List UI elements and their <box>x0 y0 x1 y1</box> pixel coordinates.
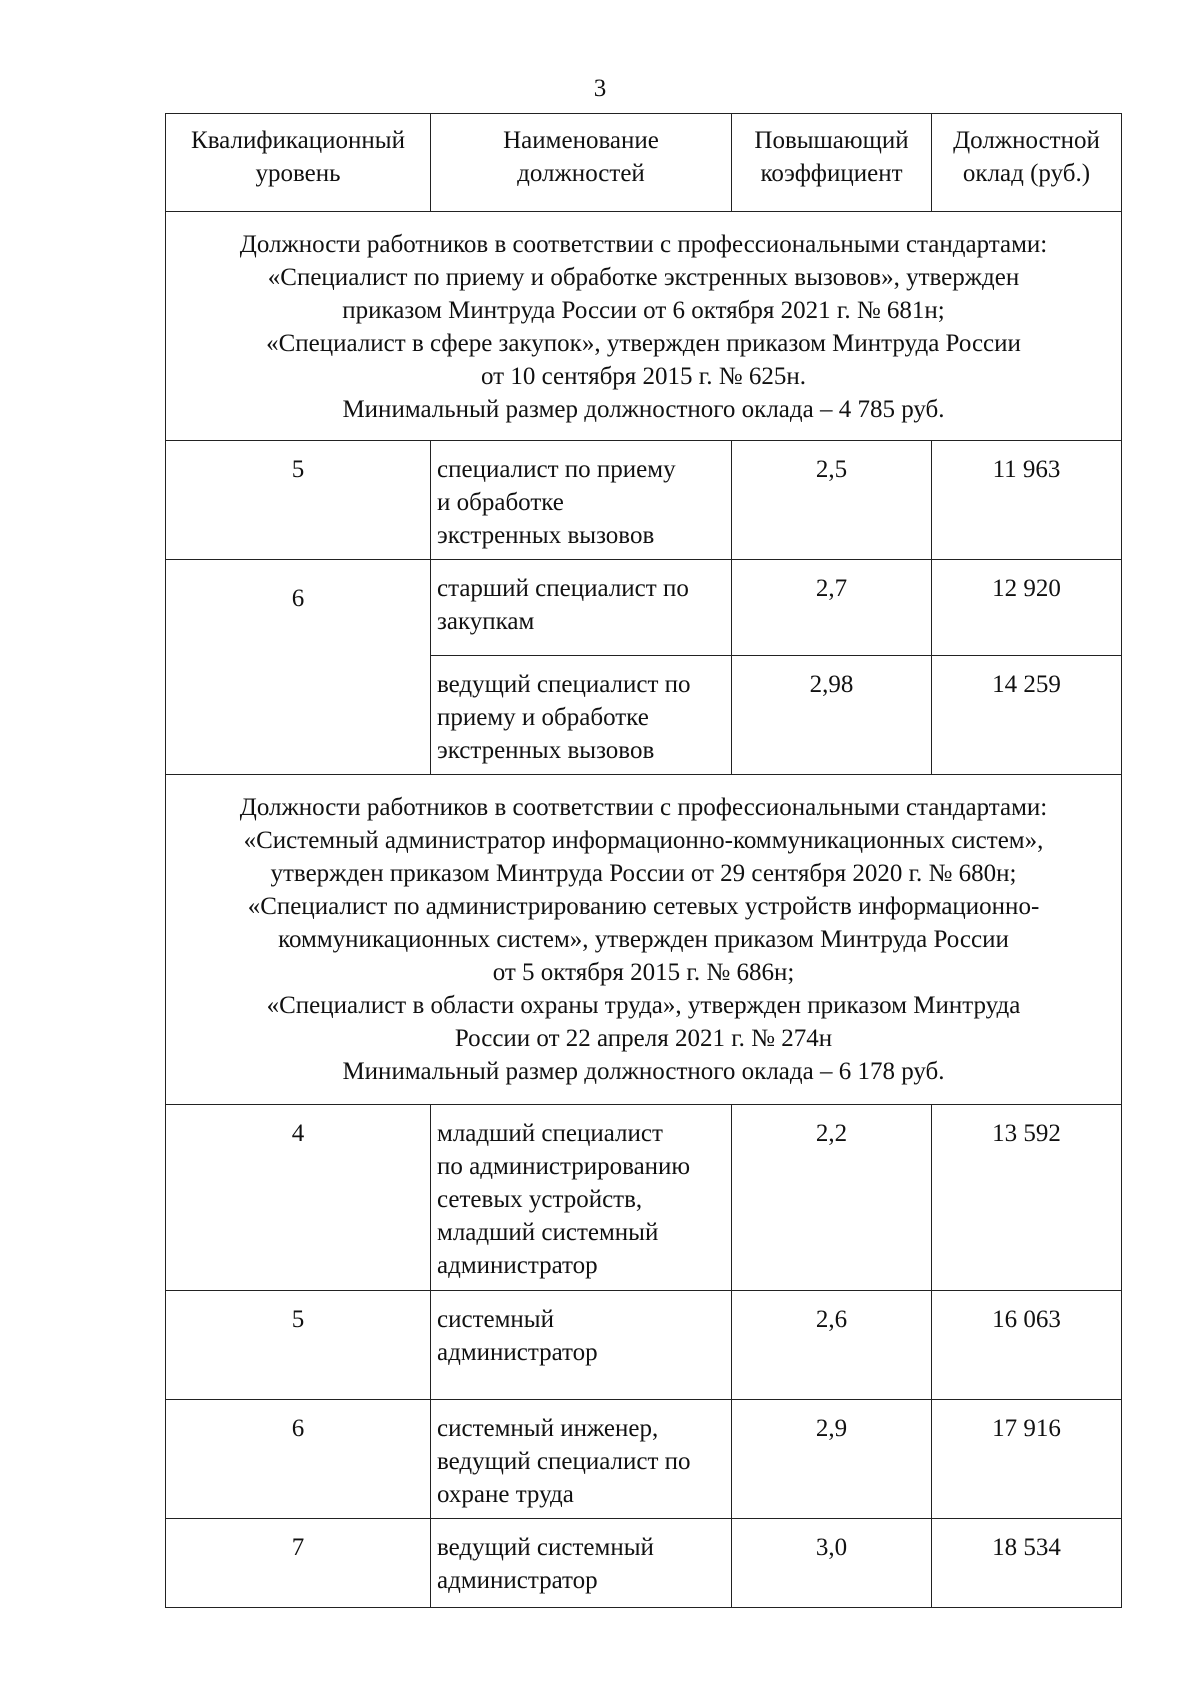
table-row <box>166 1291 1122 1400</box>
salary-table <box>165 113 1122 1608</box>
position-name-line: специалист по приему <box>437 456 676 483</box>
position-name-line: и обработке <box>437 489 564 516</box>
table-row <box>166 1105 1122 1291</box>
page-number: 3 <box>593 75 607 102</box>
table-header-row <box>166 114 1122 212</box>
coefficient-cell: 2,7 <box>732 560 932 656</box>
position-name-line: администратор <box>437 1252 598 1279</box>
qualification-level-cell: 4 <box>166 1105 431 1291</box>
section-description-line: от 5 октября 2015 г. № 686н; <box>492 959 795 986</box>
header-coefficient <box>732 114 932 212</box>
section-description-line: Должности работников в соответствии с профессиональными стандартами: <box>239 231 1048 258</box>
header-line: должностей <box>517 160 645 187</box>
table-row <box>166 1400 1122 1519</box>
position-name-cell <box>431 560 732 656</box>
coefficient-cell: 2,6 <box>732 1291 932 1400</box>
position-name-line: сетевых устройств, <box>437 1186 643 1213</box>
position-name-cell <box>431 441 732 560</box>
section-description-line: «Специалист в области охраны труда», утвержден приказом Минтруда <box>266 992 1021 1019</box>
salary-cell: 16 063 <box>932 1291 1122 1400</box>
header-line: Должностной <box>953 127 1100 154</box>
position-name-line: администратор <box>437 1567 598 1594</box>
qualification-level-cell: 6 <box>166 560 431 775</box>
section-description <box>166 212 1122 441</box>
section-description <box>166 775 1122 1105</box>
position-name-line: системный <box>437 1306 554 1333</box>
table-row <box>166 1519 1122 1608</box>
position-name-line: младший системный <box>437 1219 659 1246</box>
salary-cell: 17 916 <box>932 1400 1122 1519</box>
section-row <box>166 212 1122 441</box>
table-row <box>166 560 1122 656</box>
salary-cell: 11 963 <box>932 441 1122 560</box>
section-description-line: «Специалист по администрированию сетевых устройств информационно- <box>247 893 1040 920</box>
position-name-cell <box>431 656 732 775</box>
position-name-cell <box>431 1291 732 1400</box>
section-description-line: коммуникационных систем», утвержден приказом Минтруда России <box>278 926 1009 953</box>
header-line: оклад (руб.) <box>962 160 1091 187</box>
coefficient-cell: 2,2 <box>732 1105 932 1291</box>
coefficient-cell: 2,98 <box>732 656 932 775</box>
coefficient-cell: 2,9 <box>732 1400 932 1519</box>
header-line: Наименование <box>503 127 659 154</box>
section-description-line: «Специалист по приему и обработке экстренных вызовов», утвержден <box>267 264 1020 291</box>
section-description-line: «Системный администратор информационно-коммуникационных систем», <box>243 827 1044 854</box>
qualification-level-cell: 5 <box>166 1291 431 1400</box>
salary-cell: 18 534 <box>932 1519 1122 1608</box>
section-description-line: «Специалист в сфере закупок», утвержден приказом Минтруда России <box>266 330 1021 357</box>
position-name-cell <box>431 1519 732 1608</box>
coefficient-cell: 3,0 <box>732 1519 932 1608</box>
position-name-line: ведущий системный <box>437 1534 654 1561</box>
coefficient-cell: 2,5 <box>732 441 932 560</box>
position-name-line: по администрированию <box>437 1153 691 1180</box>
qualification-level-cell: 7 <box>166 1519 431 1608</box>
position-name-line: приему и обработке <box>437 704 649 731</box>
position-name-cell <box>431 1400 732 1519</box>
header-qualification-level <box>166 114 431 212</box>
position-name-line: охране труда <box>437 1481 574 1508</box>
header-line: Повышающий <box>754 127 909 154</box>
position-name-line: младший специалист <box>437 1120 663 1147</box>
position-name-cell <box>431 1105 732 1291</box>
position-name-line: ведущий специалист по <box>437 1448 691 1475</box>
header-line: уровень <box>255 160 341 187</box>
position-name-line: экстренных вызовов <box>437 522 655 549</box>
position-name-line: старший специалист по <box>437 575 689 602</box>
section-description-line: утвержден приказом Минтруда России от 29 сентября 2020 г. № 680н; <box>270 860 1017 887</box>
qualification-level-cell: 5 <box>166 441 431 560</box>
section-description-line: Минимальный размер должностного оклада – 4 785 руб. <box>342 396 945 423</box>
table-row <box>166 441 1122 560</box>
header-salary <box>932 114 1122 212</box>
table-body <box>166 212 1122 1608</box>
header-line: Квалификационный <box>191 127 405 154</box>
section-description-line: Минимальный размер должностного оклада – 6 178 руб. <box>342 1058 945 1085</box>
qualification-level-cell: 6 <box>166 1400 431 1519</box>
salary-cell: 12 920 <box>932 560 1122 656</box>
salary-cell: 13 592 <box>932 1105 1122 1291</box>
position-name-line: ведущий специалист по <box>437 671 691 698</box>
section-row <box>166 775 1122 1105</box>
position-name-line: закупкам <box>437 608 535 635</box>
salary-cell: 14 259 <box>932 656 1122 775</box>
section-description-line: Должности работников в соответствии с профессиональными стандартами: <box>239 794 1048 821</box>
section-description-line: России от 22 апреля 2021 г. № 274н <box>454 1025 833 1052</box>
position-name-line: администратор <box>437 1339 598 1366</box>
section-description-line: приказом Минтруда России от 6 октября 2021 г. № 681н; <box>342 297 945 324</box>
header-position-name <box>431 114 732 212</box>
position-name-line: экстренных вызовов <box>437 737 655 764</box>
header-line: коэффициент <box>760 160 903 187</box>
section-description-line: от 10 сентября 2015 г. № 625н. <box>481 363 806 390</box>
position-name-line: системный инженер, <box>437 1415 659 1442</box>
